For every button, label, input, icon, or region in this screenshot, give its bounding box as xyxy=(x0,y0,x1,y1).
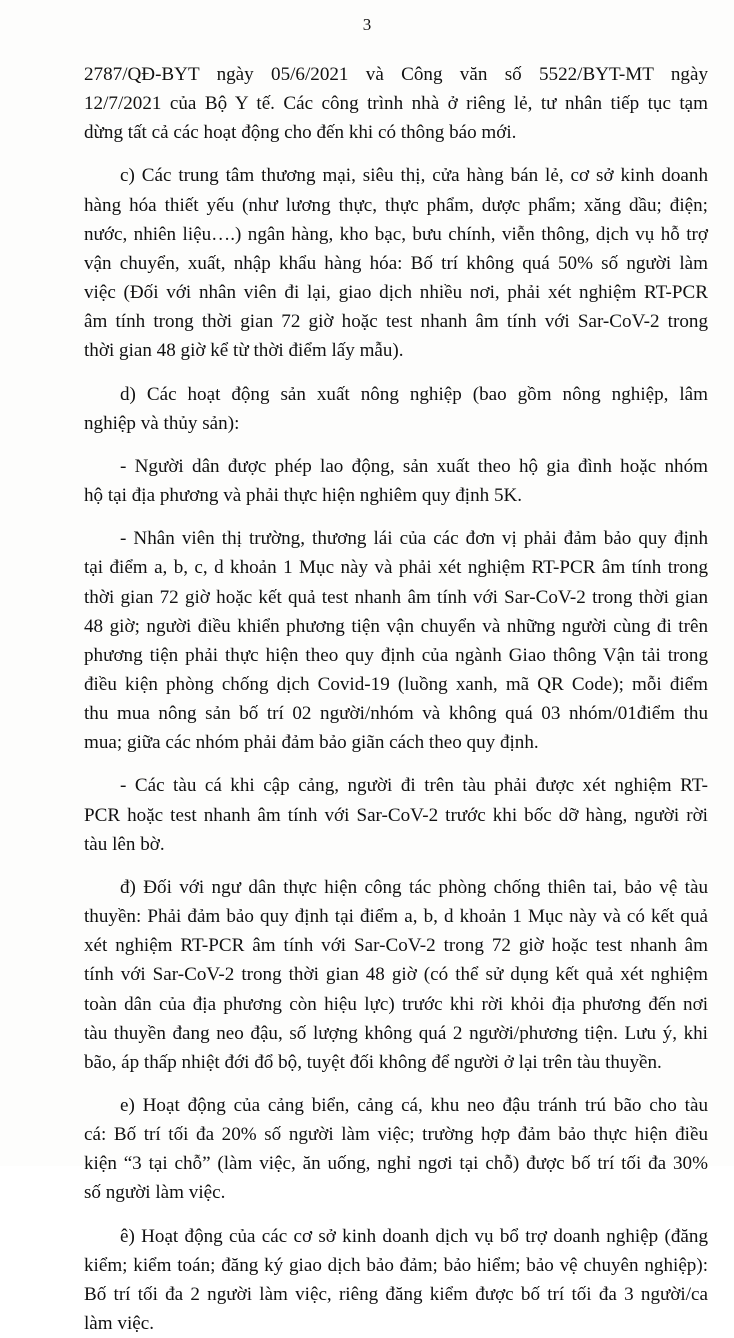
text-line: thuyền: Phải đảm bảo quy định tại điểm a, b, d khoản 1 Mục này và có kết quả xyxy=(84,906,708,928)
text-line: số người làm việc. xyxy=(84,1182,226,1204)
text-line: d) Các hoạt động sản xuất nông nghiệp (bao gồm nông nghiệp, lâm xyxy=(120,383,708,405)
text-line: điều kiện phòng chống dịch Covid-19 (luồng xanh, mã QR Code); mỗi điểm xyxy=(84,673,708,695)
text-line: hộ tại địa phương và phải thực hiện nghiêm quy định 5K. xyxy=(84,485,523,507)
text-line: xét nghiệm RT-PCR âm tính với Sar-CoV-2 trong 72 giờ hoặc test nhanh âm xyxy=(84,935,708,957)
text-line: âm tính trong thời gian 72 giờ hoặc test nhanh âm tính với Sar-CoV-2 trong xyxy=(84,311,708,333)
paragraph-dash-2 xyxy=(84,524,708,757)
paragraph-dash-1 xyxy=(84,452,708,510)
text-line: vận chuyển, xuất, nhập khẩu hàng hóa: Bố trí không quá 50% số người làm xyxy=(84,252,708,274)
text-line: việc (Đối với nhân viên đi lại, giao dịch nhiều nơi, phải xét nghiệm RT-PCR xyxy=(84,282,708,304)
paragraph-dash-3 xyxy=(84,771,708,858)
text-line: tính với Sar-CoV-2 trong thời gian 48 giờ (có thể sử dụng kết quả xét nghiệm xyxy=(84,964,708,986)
text-line: thời gian 48 giờ kể từ thời điểm lấy mẫu). xyxy=(84,340,404,362)
text-line: thu mua nông sản bố trí 02 người/nhóm và không quá 03 nhóm/01điểm thu xyxy=(84,703,708,725)
text-line: 2787/QĐ-BYT ngày 05/6/2021 và Công văn số 5522/BYT-MT ngày xyxy=(84,64,708,85)
text-line: cá: Bố trí tối đa 20% số người làm việc; trường hợp đảm bảo thực hiện điều xyxy=(84,1124,708,1146)
document-body xyxy=(84,60,708,1338)
text-line: đ) Đối với ngư dân thực hiện công tác phòng chống thiên tai, bảo vệ tàu xyxy=(120,876,708,898)
text-line: tàu lên bờ. xyxy=(84,833,165,855)
text-line: PCR hoặc test nhanh âm tính với Sar-CoV-2 trước khi bốc dỡ hàng, người rời xyxy=(84,804,708,826)
text-line: nghiệp và thủy sản): xyxy=(84,412,240,434)
text-line: - Nhân viên thị trường, thương lái của các đơn vị phải đảm bảo quy định xyxy=(120,528,708,550)
text-line: toàn dân của địa phương còn hiệu lực) trước khi rời khỏi địa phương đến nơi xyxy=(84,993,708,1015)
text-line: dừng tất cả các hoạt động cho đến khi có thông báo mới. xyxy=(84,122,517,144)
paragraph-continuation xyxy=(84,60,708,147)
text-line: nước, nhiên liệu….) ngân hàng, kho bạc, bưu chính, viễn thông, dịch vụ hỗ trợ xyxy=(84,223,708,245)
text-line: thời gian 72 giờ hoặc kết quả test nhanh âm tính với Sar-CoV-2 trong thời gian xyxy=(84,586,708,608)
text-line: ê) Hoạt động của các cơ sở kinh doanh dịch vụ bổ trợ doanh nghiệp (đăng xyxy=(120,1225,708,1247)
text-line: - Người dân được phép lao động, sản xuất theo hộ gia đình hoặc nhóm xyxy=(120,455,708,477)
page-number: 3 xyxy=(362,15,372,34)
paragraph-item-ee xyxy=(84,1222,708,1338)
text-line: Bố trí tối đa 2 người làm việc, riêng đăng kiểm được bố trí tối đa 3 người/ca xyxy=(84,1283,708,1305)
text-line: 12/7/2021 của Bộ Y tế. Các công trình nhà ở riêng lẻ, tư nhân tiếp tục tạm xyxy=(84,93,708,115)
text-line: phương tiện phải thực hiện theo quy định của ngành Giao thông Vận tải trong xyxy=(84,644,708,666)
text-line: kiểm; kiểm toán; đăng ký giao dịch bảo đảm; bảo hiểm; bảo vệ chuyên nghiệp): xyxy=(84,1254,708,1276)
text-line: - Các tàu cá khi cập cảng, người đi trên tàu phải được xét nghiệm RT- xyxy=(120,775,708,797)
text-line: mua; giữa các nhóm phải đảm bảo giãn cách theo quy định. xyxy=(84,732,539,754)
text-line: làm việc. xyxy=(84,1313,154,1335)
text-line: tại điểm a, b, c, d khoản 1 Mục này và phải xét nghiệm RT-PCR âm tính trong xyxy=(84,557,708,579)
paragraph-item-e xyxy=(84,1091,708,1208)
text-line: tàu thuyền đang neo đậu, số lượng không quá 2 người/phương tiện. Lưu ý, khi xyxy=(84,1022,708,1044)
paragraph-item-d xyxy=(84,380,708,438)
text-line: kiện “3 tại chỗ” (làm việc, ăn uống, nghỉ ngơi tại chỗ) được bố trí tối đa 30% xyxy=(84,1153,708,1175)
paragraph-item-dd xyxy=(84,873,708,1077)
paragraph-item-c xyxy=(84,161,708,365)
text-line: 48 giờ; người điều khiển phương tiện vận chuyển và những người cùng đi trên xyxy=(84,615,708,637)
text-line: bão, áp thấp nhiệt đới đổ bộ, tuyệt đối không để người ở lại trên tàu thuyền. xyxy=(84,1051,662,1073)
text-line: c) Các trung tâm thương mại, siêu thị, cửa hàng bán lẻ, cơ sở kinh doanh xyxy=(120,165,708,187)
text-line: hàng hóa thiết yếu (như lương thực, thực phẩm, dược phẩm; xăng dầu; điện; xyxy=(84,194,708,216)
text-line: e) Hoạt động của cảng biển, cảng cá, khu neo đậu tránh trú bão cho tàu xyxy=(120,1095,708,1116)
